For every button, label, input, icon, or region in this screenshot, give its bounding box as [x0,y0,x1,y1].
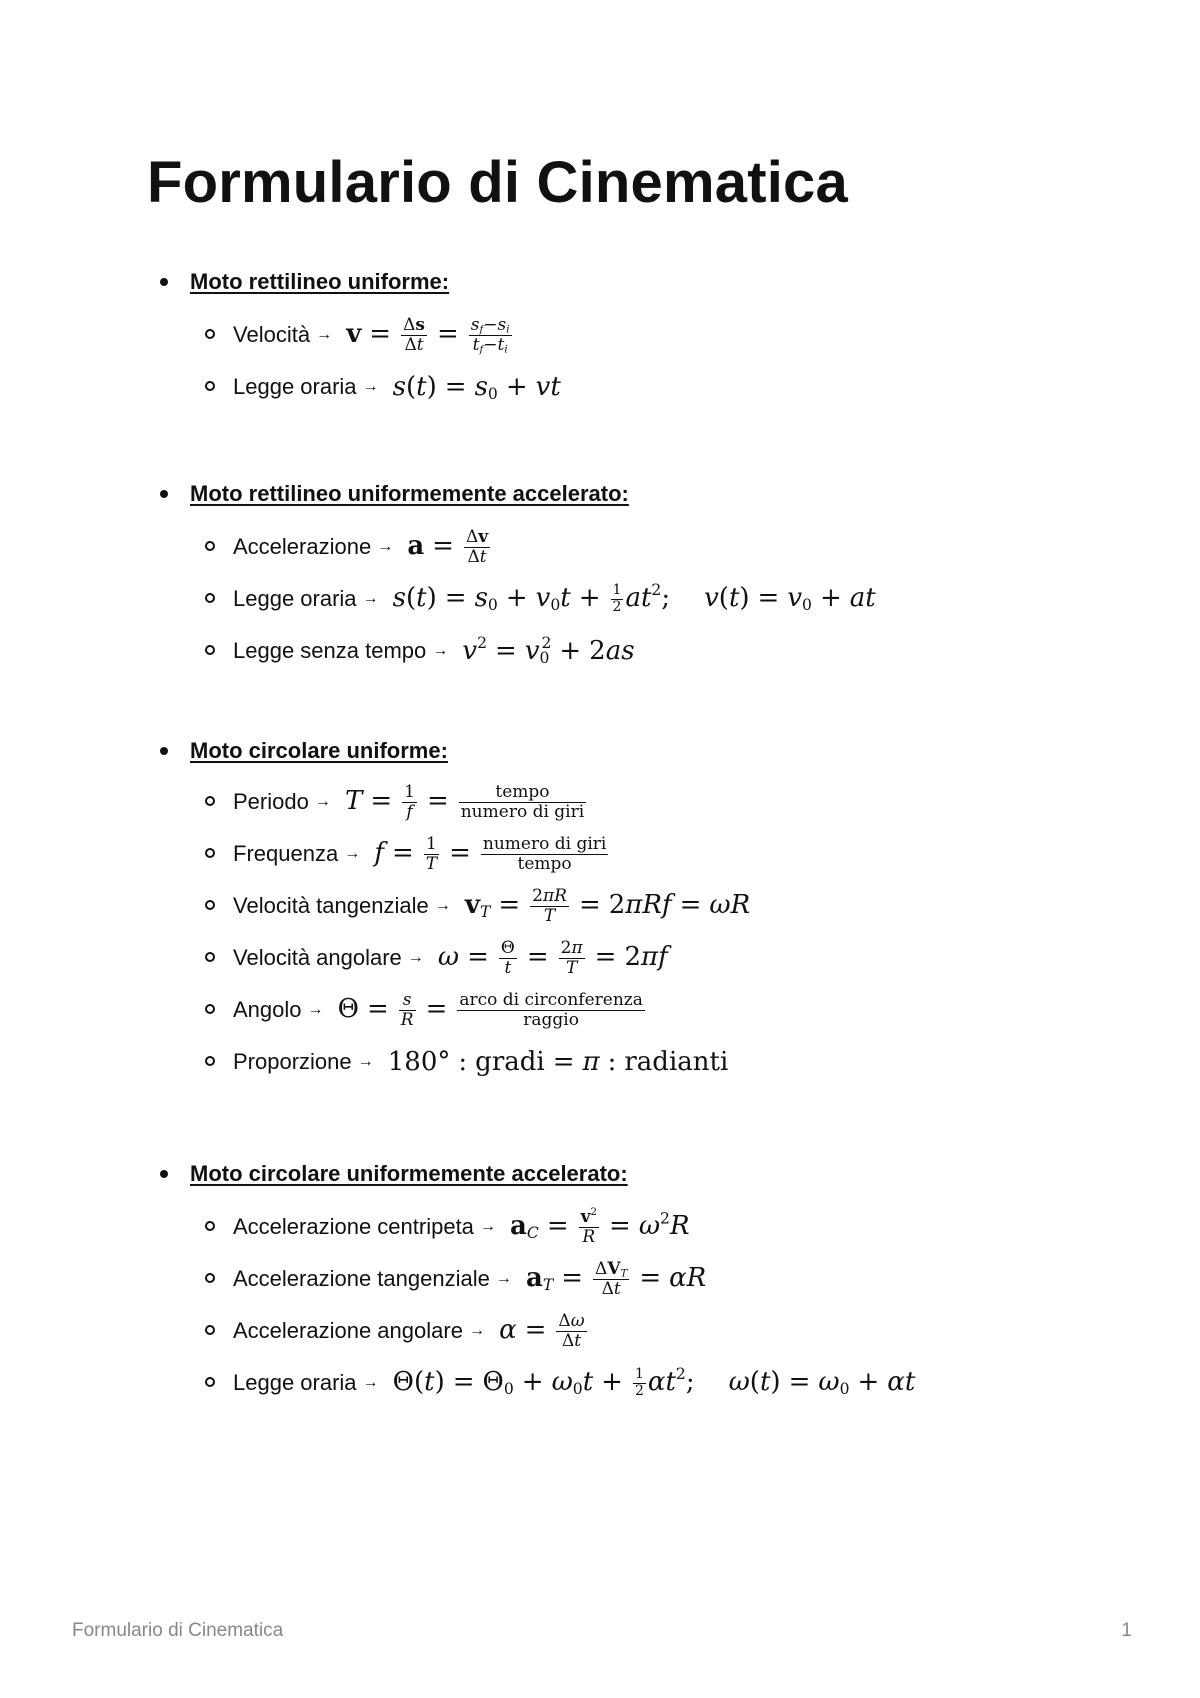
formula-item-angolo: Angolo → Θ = $\frac{s}{R}$ = $\frac{\text{arco di circonferenza}}{\text{raggio}}$ [160,983,1160,1035]
footer-title: Formulario di Cinematica [72,1620,284,1641]
formula-proporzione: 180° : gradi = π : radianti [387,1047,729,1078]
formula-legge-oraria: $s(t) = s_0$ + vt [392,372,561,404]
circle-bullet-icon [205,541,215,551]
section-title: Moto rettilineo uniforme: [160,266,1160,298]
circle-bullet-icon [205,796,215,806]
formula-item-legge-oraria: Legge oraria → $s(t) = s_0 + v_0t$ + $\frac{1}{2}$ $at^2$; $v(t) = v_0$ + at [160,572,1160,624]
page-title: Formulario di Cinematica [147,150,848,215]
formula-legge-senza-tempo: $v^2 = v_0^2 + 2as$ [462,634,635,668]
formula-periodo: T = $\frac{1}{f}$ = $\frac{\text{tempo}}{\text{numero di giri}}$ [344,782,585,822]
section-title: Moto rettilineo uniformemente accelerato: [160,478,1160,510]
formula-item-frequenza: Frequenza → f = $\frac{1}{T}$ = $\frac{\text{numero di giri}}{\text{tempo}}$ [160,827,1160,879]
formula-velocita-angolare: ω = $\frac{\Theta}{t}$ = $\frac{2\pi}{T}$ = 2πf [437,938,668,978]
formula-velocita-tangenziale: $v_T$ = $\frac{2\pi R}{T}$ = 2πRf = ωR [464,886,751,926]
arrow-icon: → [434,897,451,915]
circle-bullet-icon [205,1273,215,1283]
bullet-icon [160,1170,168,1178]
formula-item-accelerazione-centripeta: Accelerazione centripeta → $a_C$ = $\frac{v^2}{R}$ = $\omega^2R$ [160,1200,1160,1252]
arrow-icon: → [362,590,379,608]
arrow-icon: → [307,1001,324,1019]
circle-bullet-icon [205,1377,215,1387]
bullet-icon [160,490,168,498]
circle-bullet-icon [205,593,215,603]
formula-item-velocita-angolare: Velocità angolare → ω = $\frac{\Theta}{t}$ = $\frac{2\pi}{T}$ = 2πf [160,931,1160,983]
bullet-icon [160,747,168,755]
arrow-icon: → [344,845,361,863]
arrow-icon: → [407,949,424,967]
arrow-icon: → [357,1053,374,1071]
formula-item-velocita: Velocità → v = $\frac{\Delta s}{\Delta t}$ = $\frac{s_f-s_i}{t_f-t_i}$ [160,308,1160,360]
formula-item-legge-senza-tempo: Legge senza tempo → $v^2 = v_0^2 + 2as$ [160,624,1160,676]
circle-bullet-icon [205,1004,215,1014]
arrow-icon: → [432,642,449,660]
circle-bullet-icon [205,900,215,910]
formula-velocita: v = $\frac{\Delta s}{\Delta t}$ = $\frac{s_f-s_i}{t_f-t_i}$ [346,315,510,356]
arrow-icon: → [314,793,331,811]
formula-accelerazione: a = $\frac{\Delta v}{\Delta t}$ [407,527,489,567]
circle-bullet-icon [205,848,215,858]
section-moto-rettilineo-uniforme [160,266,1160,412]
arrow-icon: → [362,1374,379,1392]
bullet-icon [160,278,168,286]
section-title: Moto circolare uniformemente accelerato: [160,1158,1160,1190]
section-moto-circolare-uniforme [160,735,1160,1087]
circle-bullet-icon [205,1056,215,1066]
circle-bullet-icon [205,1325,215,1335]
arrow-icon: → [468,1322,485,1340]
formula-item-periodo: Periodo → T = $\frac{1}{f}$ = $\frac{\text{tempo}}{\text{numero di giri}}$ [160,775,1160,827]
formula-accelerazione-angolare: α = $\frac{\Delta\omega}{\Delta t}$ [499,1311,585,1351]
formula-item-legge-oraria: Legge oraria → $\Theta(t) = \Theta_0 + \omega_0t$ + $\frac{1}{2}$ $\alpha t^2$; $\omega(t) = \omega_0 + \alpha t$ [160,1356,1160,1408]
circle-bullet-icon [205,381,215,391]
formula-accelerazione-tangenziale: $a_T$ = $\frac{\Delta V_T}{\Delta t}$ = αR [525,1259,707,1299]
formula-item-accelerazione: Accelerazione → a = $\frac{\Delta v}{\Delta t}$ [160,520,1160,572]
section-moto-rettilineo-accelerato [160,478,1160,676]
formula-item-legge-oraria: Legge oraria → $s(t) = s_0$ + vt [160,360,1160,412]
arrow-icon: → [377,538,394,556]
arrow-icon: → [362,378,379,396]
arrow-icon: → [479,1218,496,1236]
section-moto-circolare-accelerato [160,1158,1160,1408]
formula-item-proporzione: Proporzione → 180° : gradi = π : radianti [160,1035,1160,1087]
arrow-icon: → [316,326,333,344]
formula-item-accelerazione-tangenziale: Accelerazione tangenziale → $a_T$ = $\frac{\Delta V_T}{\Delta t}$ = αR [160,1252,1160,1304]
circle-bullet-icon [205,329,215,339]
formula-legge-oraria-accelerato: $s(t) = s_0 + v_0t$ + $\frac{1}{2}$ $at^2$; $v(t) = v_0$ + at [392,581,876,615]
formula-item-accelerazione-angolare: Accelerazione angolare → α = $\frac{\Delta\omega}{\Delta t}$ [160,1304,1160,1356]
formula-legge-oraria-angolare: $\Theta(t) = \Theta_0 + \omega_0t$ + $\frac{1}{2}$ $\alpha t^2$; $\omega(t) = \omega_0 + \alpha t$ [392,1365,916,1399]
formula-frequenza: f = $\frac{1}{T}$ = $\frac{\text{numero di giri}}{\text{tempo}}$ [374,834,607,874]
formula-accelerazione-centripeta: $a_C$ = $\frac{v^2}{R}$ = $\omega^2R$ [510,1206,690,1247]
section-title: Moto circolare uniforme: [160,735,1160,767]
circle-bullet-icon [205,1221,215,1231]
circle-bullet-icon [205,952,215,962]
formula-angolo: Θ = $\frac{s}{R}$ = $\frac{\text{arco di circonferenza}}{\text{raggio}}$ [337,990,643,1030]
arrow-icon: → [495,1270,512,1288]
circle-bullet-icon [205,645,215,655]
page-number: 1 [1121,1620,1132,1641]
formula-item-velocita-tangenziale: Velocità tangenziale → $v_T$ = $\frac{2\pi R}{T}$ = 2πRf = ωR [160,879,1160,931]
